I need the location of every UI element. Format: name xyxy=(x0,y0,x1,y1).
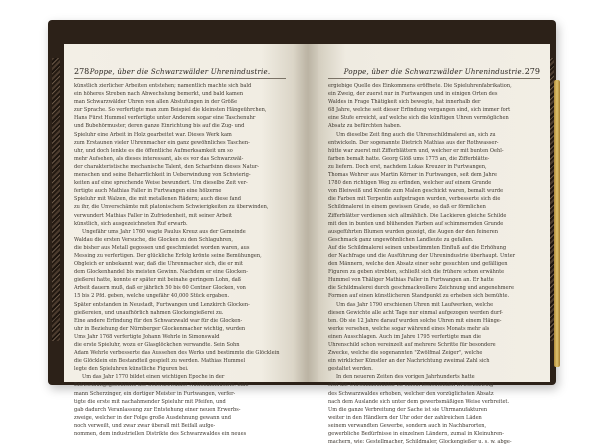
left-page-header xyxy=(74,66,286,79)
text-line: machern, wie: Gestellmacher, Schildmaler, Glockengießer u. s. w. abge- xyxy=(328,439,512,446)
text-line: Um das Jahr 1790 erschienen Uhren mit Laufwerken, welche xyxy=(336,301,494,308)
text-line: Spieluhr mit Walzen, die mit metallenen Rädern; auch diese fand xyxy=(74,196,241,203)
text-line: Um die ganze Verbreitung der Sache ist sie Uhrmanufakturen xyxy=(328,406,488,413)
text-line: weiter in den Händlern der Uhr oder der zahlreichen Läden xyxy=(328,414,482,421)
text-line: Formen auf einen künstlicheren Standpunkt zu erheben sich bemühte. xyxy=(328,293,510,300)
text-line: 68 Jahre, welche seit dieser Erfindung vergangen sind, sich immer fort xyxy=(328,107,511,114)
text-line: den Männern, welche den Absatz einer sehr gesuchten und gefälligen xyxy=(328,261,508,268)
left-page-text xyxy=(74,82,286,438)
text-line: zum Erstaunen vieler Uhrenmacher ein ganz gewöhnliches Taschen- xyxy=(74,139,250,146)
text-line: des Schwarzwaldes erhoben, welcher den vorzüglichsten Absatz xyxy=(328,390,494,397)
text-line: Messing zu verfertigen. Der glückliche Erfolg krönte seine Bemühungen, xyxy=(74,252,262,259)
text-line: nommen, dem industriellen Distrikte des Schwarzwaldes ein neues xyxy=(74,431,247,438)
text-line: der Nachfrage und die Ausführung der Uhrenindustrie überhaupt. Unter xyxy=(328,252,515,259)
text-line: mehr Aufsehen, als dieses interessant, als es vor das Schwarzwäl- xyxy=(74,155,244,162)
text-line: uhr, und doch lenkte es die öffentliche Aufmerksamkeit um so xyxy=(74,147,233,154)
text-line: einen Ausschlagen. Auch im Jahre 1795 verfertigte man die xyxy=(328,333,481,340)
text-line: Hans Fürst Hummel verfertigte unter Anderem sogar eine Taschenuhr xyxy=(74,115,256,122)
marbled-edge-left xyxy=(52,58,60,341)
text-line: Um das Jahr 1770 bildet einen wichtigen Epoche in der xyxy=(82,374,225,381)
text-line: zur Sprache. So verfertigte man zum Beispiel die kleinsten Hängeührchen, xyxy=(74,107,267,114)
text-line: zweige, welcher in der Folge große Ausdehnung gewann und xyxy=(74,414,231,421)
text-line: ein wirklicher Künstler an der Nachrichtung zweimal Zahl sich xyxy=(328,358,490,365)
text-line: gewerbliche Bedürfnisse in einzelnen Ländern, zumal in Kleinuhren- xyxy=(328,431,505,438)
gilt-page-edge xyxy=(554,80,560,367)
text-line: die erste Spieluhr, wozu er Glasglöckchen verwandte. Sein Sohn xyxy=(74,342,240,348)
text-line: Waldes in Frage Thätigkeit sich bewegte, hat innerhalb der xyxy=(328,99,481,106)
text-line: die bisher aus Metall gegossen und geschmiedet worden waren, aus xyxy=(74,244,250,251)
text-line: Arbeit dauern muß, daß er jährlich 50 bis 60 Centner Glocken, von xyxy=(74,285,246,292)
right-page-header xyxy=(328,66,540,79)
text-line: noch verweilt, und zwar zwar überall mit Beifall aufge- xyxy=(74,422,216,429)
text-line: Ums Jahr 1768 verfertigte Johann Wehrle in Simonswald xyxy=(74,333,220,340)
text-line: ausgeführten Blumen wurden gezeigt, die Augen der den feineren xyxy=(328,228,498,235)
text-line: Schildmalerei in einem gewissen Grade, so daß er förmlichen xyxy=(328,204,486,211)
text-line: gab dadurch Veranlassung zur Entstehung einer neuen Erwerbs- xyxy=(74,406,241,413)
text-line: 15 bis 2 Pfd. geben, welche ungefähr 40,000 Stück ergaben. xyxy=(74,293,230,300)
text-line: sich die Uhrenmanufaktur zu einem bedeutenden Erwerbszweig xyxy=(328,382,494,389)
page-number: 279 xyxy=(524,67,540,76)
text-line: In den neueren Zeiten des vorigen Jahrhunderts hatte xyxy=(336,374,475,381)
text-line: Spieluhr eine Arbeit in Holz gearbeitet war. Dieses Werk kam xyxy=(74,131,232,138)
text-line: ten. Ob sie 12 Jahre darauf wurden solche Uhren mit einem Hänge- xyxy=(328,317,502,324)
right-page-text xyxy=(328,82,540,446)
text-line: Ungefähr ums Jahr 1760 wagte Paulus Kreuz aus der Gemeinde xyxy=(82,228,246,235)
text-line: gießerei hatte, konnte er später mit beinahe geringem Lohn, daß xyxy=(74,277,242,284)
right-page xyxy=(318,44,550,446)
text-line: und Bubehörmuster, deren ganze Einrichtung bis auf die Zug- und xyxy=(74,123,245,130)
text-line: der charakteristische mechanische Talent, den Scharfsinn dieses Natur- xyxy=(74,163,260,170)
text-line: zu ihr, die Unverschämte mit platonischem Schwierigkeiten zu überwinden, xyxy=(74,204,269,211)
text-line: Waldau die ersten Versuche, die Glocken zu den Schlaguhren, xyxy=(74,236,234,243)
text-line: werke versehen, welche sogar während eines Monats mehr als xyxy=(328,325,490,332)
text-line: hütte war zuerst mit Zifferblättern und, welcher er mit bunten Oehl- xyxy=(328,147,504,154)
text-line: Später entstanden in Neustadt, Furtwangen und Lenzkirch Glocken- xyxy=(74,301,250,308)
text-line: Geschmack ganz ungewöhnlichen Landleute zu gefallen. xyxy=(328,236,474,243)
text-line: Obgleich er unbekannt war, daß die Uhrenmacher sich, die er mit xyxy=(74,261,243,268)
text-line: ein Zweig, der zuerst nur in Furtwangen und in einigen Orten des xyxy=(328,91,498,98)
running-title: Poppe, über die Schwarzwälder Uhrenindustrie. xyxy=(343,68,525,76)
open-book xyxy=(48,20,556,446)
text-line: die Farben mit Terpentin aufgetragen wurden, verbesserte sich die xyxy=(328,196,501,203)
text-line: Auf die Schildmalerei seinen unbestimmten Einfluß auf die Erhöhung xyxy=(328,244,507,251)
text-line: zu liefern. Doch erst, nachdem Lukas Kreuzer in Furtwangen, xyxy=(328,163,487,170)
text-line: menschen und seine Beharrlichkeit in Ueberwindung von Schwierig- xyxy=(74,172,251,179)
text-line: Eine andere Erfindung für den Schwarzwald war für die Glocken- xyxy=(74,317,243,324)
text-line: Zifferblätter verdienen sich allmählich. Die Lackieren gleiche Schilde xyxy=(328,212,507,219)
text-line: gestaltet werden. xyxy=(328,366,373,373)
text-line: keiten auf eine sprechende Weise bewundert. Um dieselbe Zeit ver- xyxy=(74,180,248,187)
text-line: die Schildmalerei durch geschmackvollere Zeichnung und angenehmere xyxy=(328,285,514,292)
left-page xyxy=(64,44,296,438)
text-line: gießereien, und unaufhörlich nahmen Glockengießerei zu. xyxy=(74,309,224,316)
text-line: künstlich zierlicher Arbeiten entstehen; namentlich machte sich bald xyxy=(74,83,252,89)
text-line: Um dieselbe Zeit fing auch die Uhrenschildmalerei an, sich zu xyxy=(336,131,496,138)
running-title: Poppe, über die Schwarzwälder Uhrenindustrie. xyxy=(89,68,271,76)
text-line: verwundert Mathias Faller in Zufriedenheit, mit seiner Arbeit xyxy=(74,212,233,219)
text-line: Figuren zu geben strebten, schließt sich die frühere schon erwähnte xyxy=(328,269,505,276)
text-line: Adam Wehrle verbesserte das Aussehen des Werks und bestimmte die Glöcklein xyxy=(74,350,280,357)
text-line: Absatz zu befürchten haben. xyxy=(328,123,402,130)
text-line: Thomas Wehrer aus Martin Körner in Furtwangen, seit dem Jahre xyxy=(328,172,497,179)
text-line: ein höheres Streben nach Abwechslung bemerkt, und bald kamen xyxy=(74,91,244,98)
book-gutter xyxy=(294,44,320,382)
text-line: ergiebige Quelle des Einkommens eröffnete. Die Spieluhrenfabrikation, xyxy=(328,83,512,89)
text-line: man Schwarzwälder Uhren von allen Abstufungen in der Größe xyxy=(74,99,238,106)
text-line: Entwicklungsgeschichte der Schwarzwälder Nationalindustrie. Sale- xyxy=(74,382,251,389)
text-line: Uhrenschild schon vereinzelt auf mehrere Schritte für besondere xyxy=(328,342,496,348)
text-line: 1780 den richtigen Weg zu erfinden, welcher auf einem Grunde xyxy=(328,180,492,187)
text-line: Hummel von Thäliger Mathias Faller in Furtwangen an. Er hatte xyxy=(328,277,494,284)
text-line: künstlich, sich ausgezeichneten Ruf erwarb. xyxy=(74,220,188,227)
text-line: diesen Gewichte alle acht Tage nur einmal aufgezogen werden durf- xyxy=(328,309,503,316)
text-line: tigte die erste mit nachahmender Spieluhr mit Pfeifen, und xyxy=(74,398,226,405)
text-line: farben bemalt hatte. Georg Glöß ums 1775 an, die Zifferblätte- xyxy=(328,155,490,162)
text-line: Zwecke, welche die sogenannten "Zwölfmal Zeiger", welche xyxy=(328,350,483,357)
text-line: seinem verwandten Gewerbe, sondern auch in Nachbarorten, xyxy=(328,422,487,429)
text-line: entwickeln. Der sogenannte Dietrich Mathias aus der Rothwasser- xyxy=(328,139,499,146)
text-line: mann Scherzinger, ein dortiger Meister in Furtwangen, verfer- xyxy=(74,390,236,397)
text-line: uhr in Beziehung der Nürnberger Glockenmacher wichtig, wurden xyxy=(74,325,246,332)
text-line: die Glöcklein ein Bestandteil gespielt zu werden. Mathias Hummel xyxy=(74,358,246,365)
text-line: legte den Spieluhren künstliche Figuren bei. xyxy=(74,366,189,373)
text-line: eine Stufe erreicht, auf welche sich die künftigen Uhren vermöglichen xyxy=(328,115,509,122)
text-line: von Bleiweiß und Kreide zum Malen geschickt waren, bemalt wurde xyxy=(328,188,504,195)
text-line: dem Glockenhandel bis meisten Gewinn. Nachdem er eine Glocken- xyxy=(74,269,248,276)
text-line: fertigte auch Mathias Faller in Furtwangen eine hölzerne xyxy=(74,188,222,195)
text-line: nach dem Auslande sich unter dem gewerbsmäßigen Weise verbreitet. xyxy=(328,398,510,405)
text-line: mit den in bunten und blühenden Farben auf schimmernden Grunde xyxy=(328,220,504,227)
page-number: 278 xyxy=(74,67,90,76)
